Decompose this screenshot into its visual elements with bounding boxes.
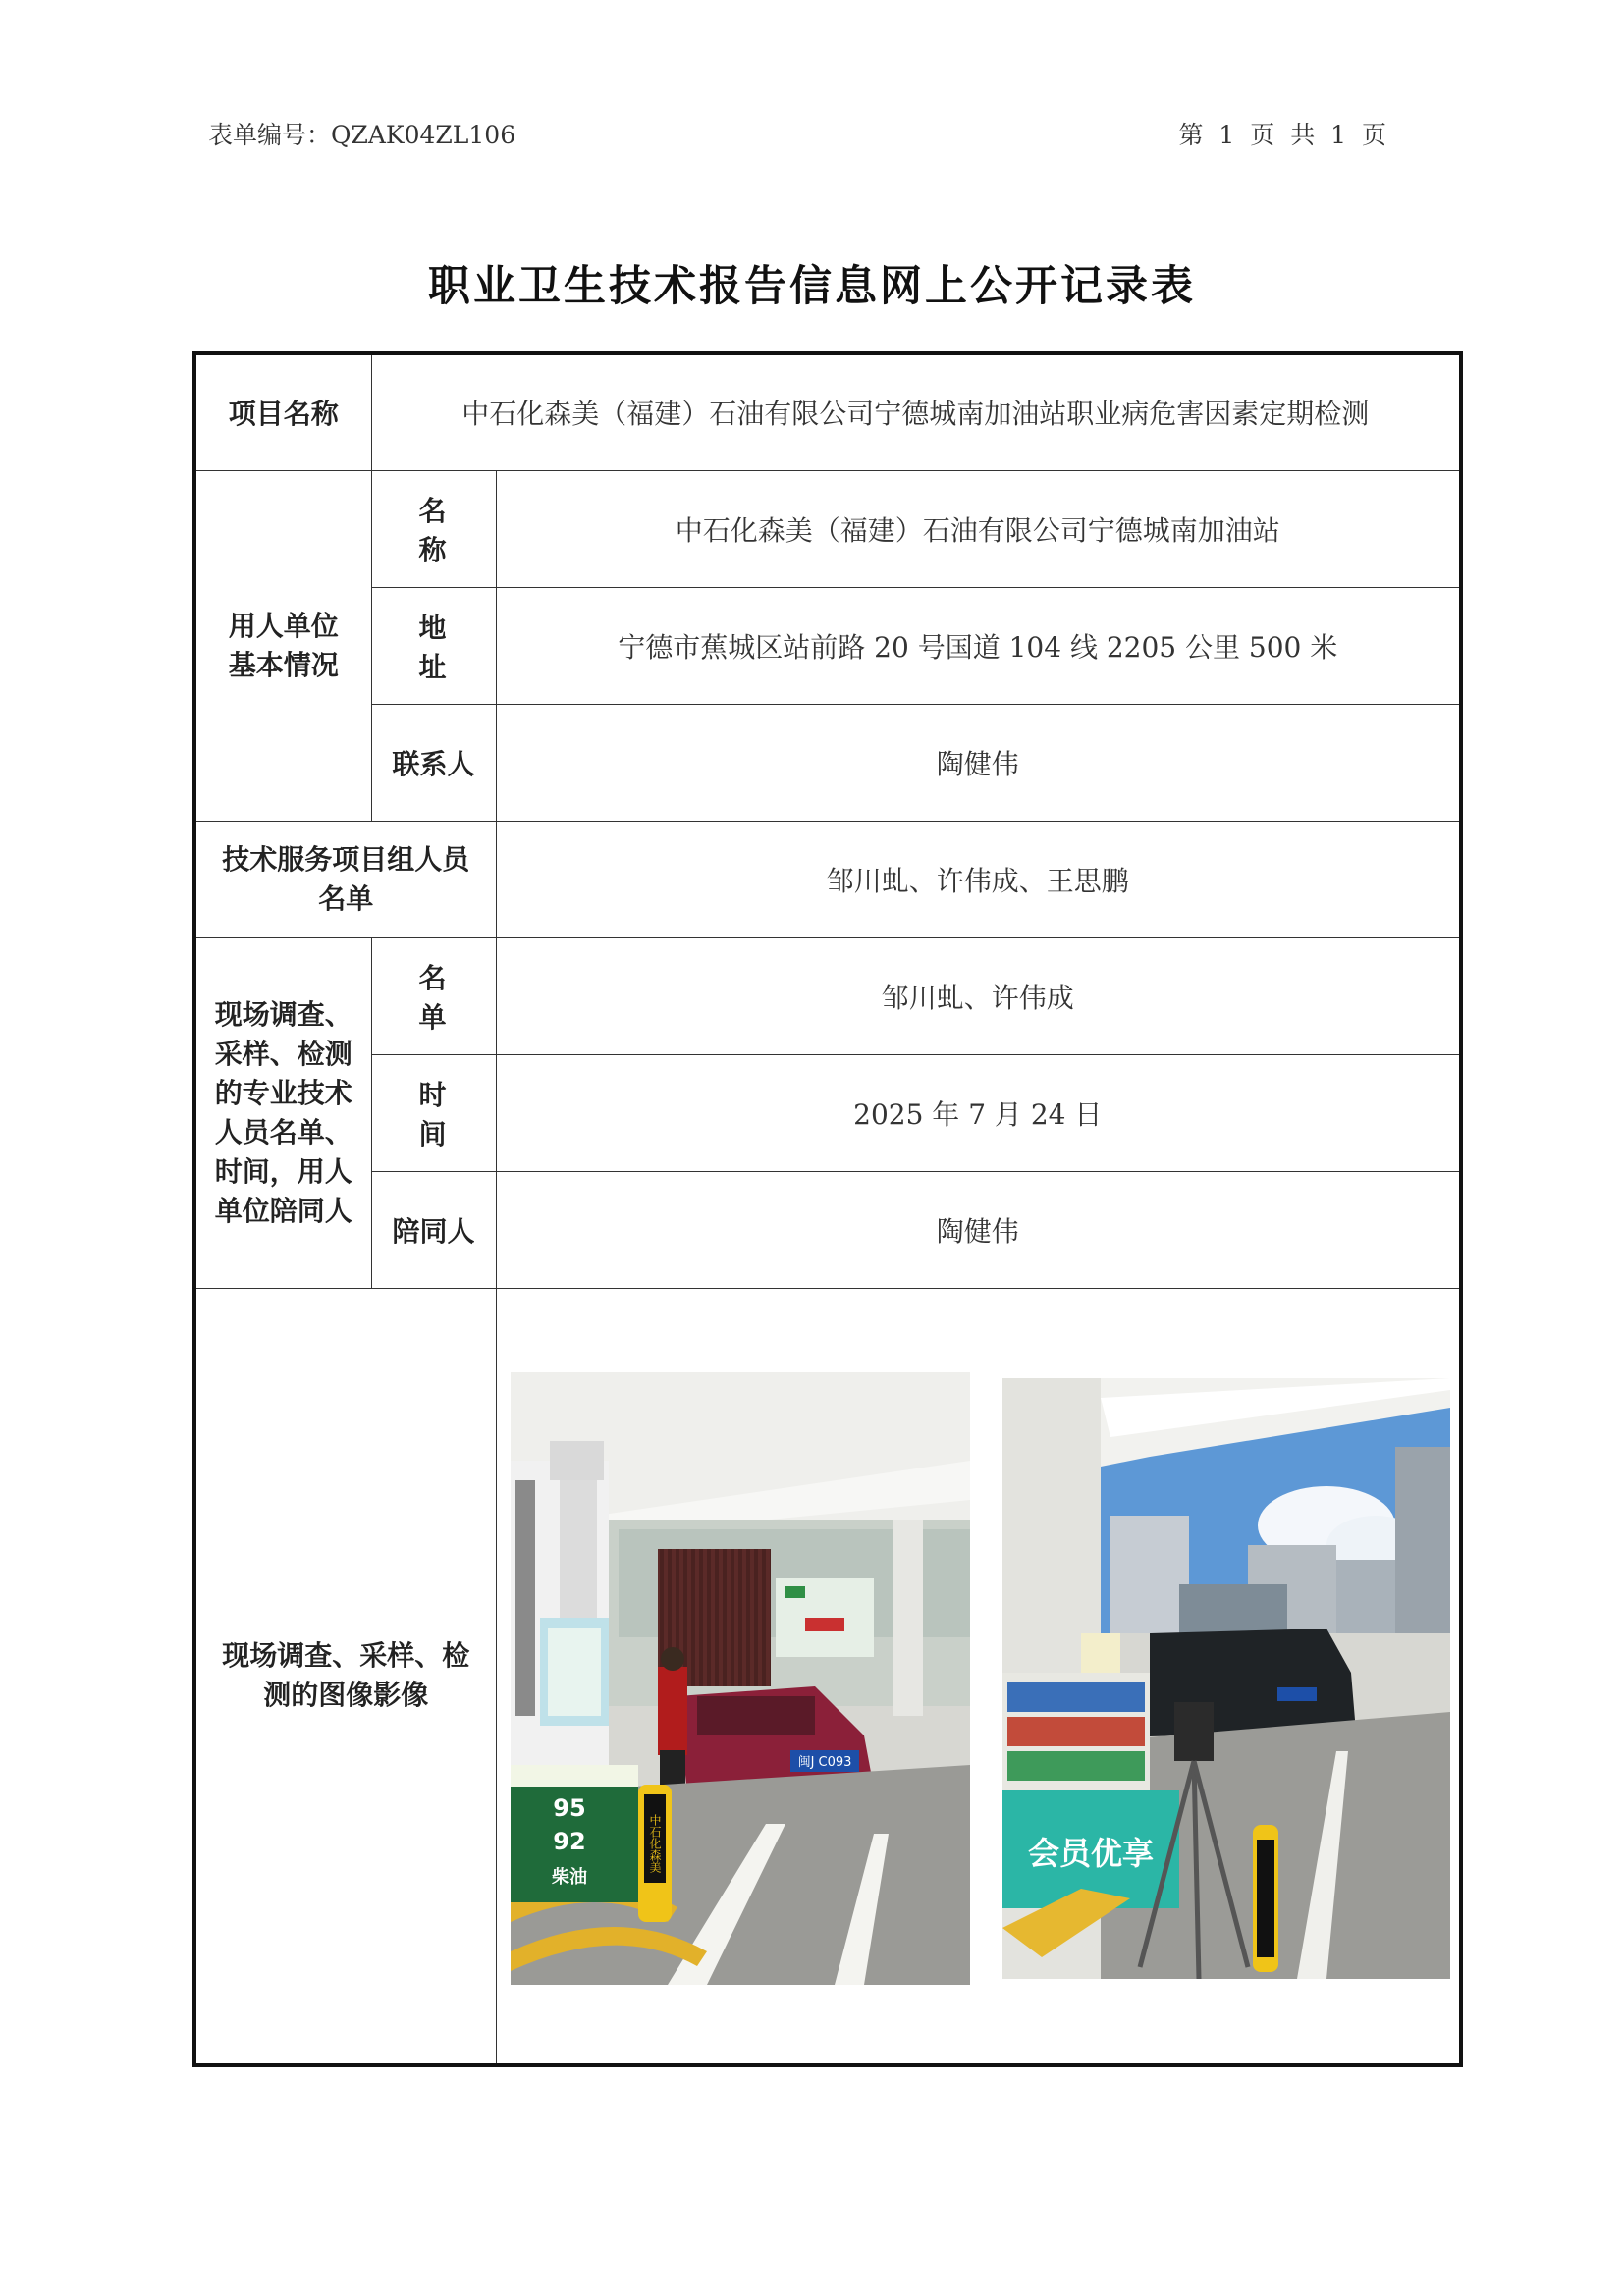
- photo-area: [497, 1290, 1460, 2061]
- survey-label-line: 时间，用人: [214, 1154, 352, 1188]
- site-photo-refueling: [511, 1372, 970, 1985]
- table-row: [194, 353, 1461, 470]
- employer-label: [194, 470, 371, 821]
- project-name-value: 中石化森美（福建）石油有限公司宁德城南加油站职业病危害因素定期检测: [371, 353, 1461, 470]
- images-cell: [496, 1288, 1461, 2065]
- site-photo-sampling: [1002, 1378, 1450, 1979]
- time-label: 时 间: [371, 1054, 496, 1171]
- table-row: [194, 470, 1461, 587]
- site-photo-refueling-image: [511, 1372, 970, 1985]
- table-row: [194, 1171, 1461, 1288]
- time-value: 2025 年 7 月 24 日: [496, 1054, 1461, 1171]
- team-value: 邹川虬、许伟成、王思鹏: [496, 821, 1461, 937]
- car-plate-text: 闽J C093: [797, 1755, 851, 1771]
- employer-label-line: 基本情况: [228, 648, 339, 681]
- contact-label: 联系人: [371, 704, 496, 821]
- team-label-line: 技术服务项目组人员: [222, 842, 470, 876]
- address-value: 宁德市蕉城区站前路 20 号国道 104 线 2205 公里 500 米: [496, 587, 1461, 704]
- price-board-95: 95: [552, 1794, 586, 1823]
- survey-label-line: 的专业技术: [214, 1076, 352, 1109]
- survey-label-line: 采样、检测: [214, 1037, 352, 1070]
- table-row: [194, 937, 1461, 1054]
- bollard-brand-text: 中石化森美: [647, 1814, 662, 1874]
- survey-label-line: 人员名单、: [214, 1115, 352, 1148]
- form-number: 表单编号：QZAK04ZL106: [208, 121, 516, 149]
- table-row: [194, 1054, 1461, 1171]
- survey-label-line: 现场调查、: [214, 997, 352, 1031]
- price-board-diesel: 柴油: [551, 1867, 587, 1889]
- survey-label-line: 单位陪同人: [214, 1194, 352, 1227]
- images-label-line: 测的图像影像: [263, 1679, 429, 1712]
- images-label: [194, 1288, 496, 2065]
- images-label-line: 现场调查、采样、检: [222, 1639, 470, 1673]
- project-name-label: 项目名称: [194, 353, 371, 470]
- price-board-92: 92: [552, 1828, 586, 1856]
- list-value: 邹川虬、许伟成: [496, 937, 1461, 1054]
- employer-label-line: 用人单位: [228, 609, 339, 642]
- team-label: [194, 821, 496, 937]
- address-label: 地 址: [371, 587, 496, 704]
- table-row: [194, 587, 1461, 704]
- promo-banner-text: 会员优享: [1027, 1835, 1154, 1873]
- contact-value: 陶健伟: [496, 704, 1461, 821]
- table-row: [194, 704, 1461, 821]
- table-row: [194, 1288, 1461, 2065]
- escort-value: 陶健伟: [496, 1171, 1461, 1288]
- list-label: 名 单: [371, 937, 496, 1054]
- site-photo-sampling-image: [1002, 1378, 1450, 1979]
- page-info: 第 1 页 共 1 页: [1178, 121, 1390, 149]
- name-label: 名 称: [371, 470, 496, 587]
- record-table: [192, 351, 1463, 2067]
- employer-name-value: 中石化森美（福建）石油有限公司宁德城南加油站: [496, 470, 1461, 587]
- page-title: 职业卫生技术报告信息网上公开记录表: [428, 262, 1196, 311]
- escort-label: 陪同人: [371, 1171, 496, 1288]
- team-label-line: 名单: [318, 881, 374, 915]
- survey-label: [194, 937, 371, 1288]
- table-row: [194, 821, 1461, 937]
